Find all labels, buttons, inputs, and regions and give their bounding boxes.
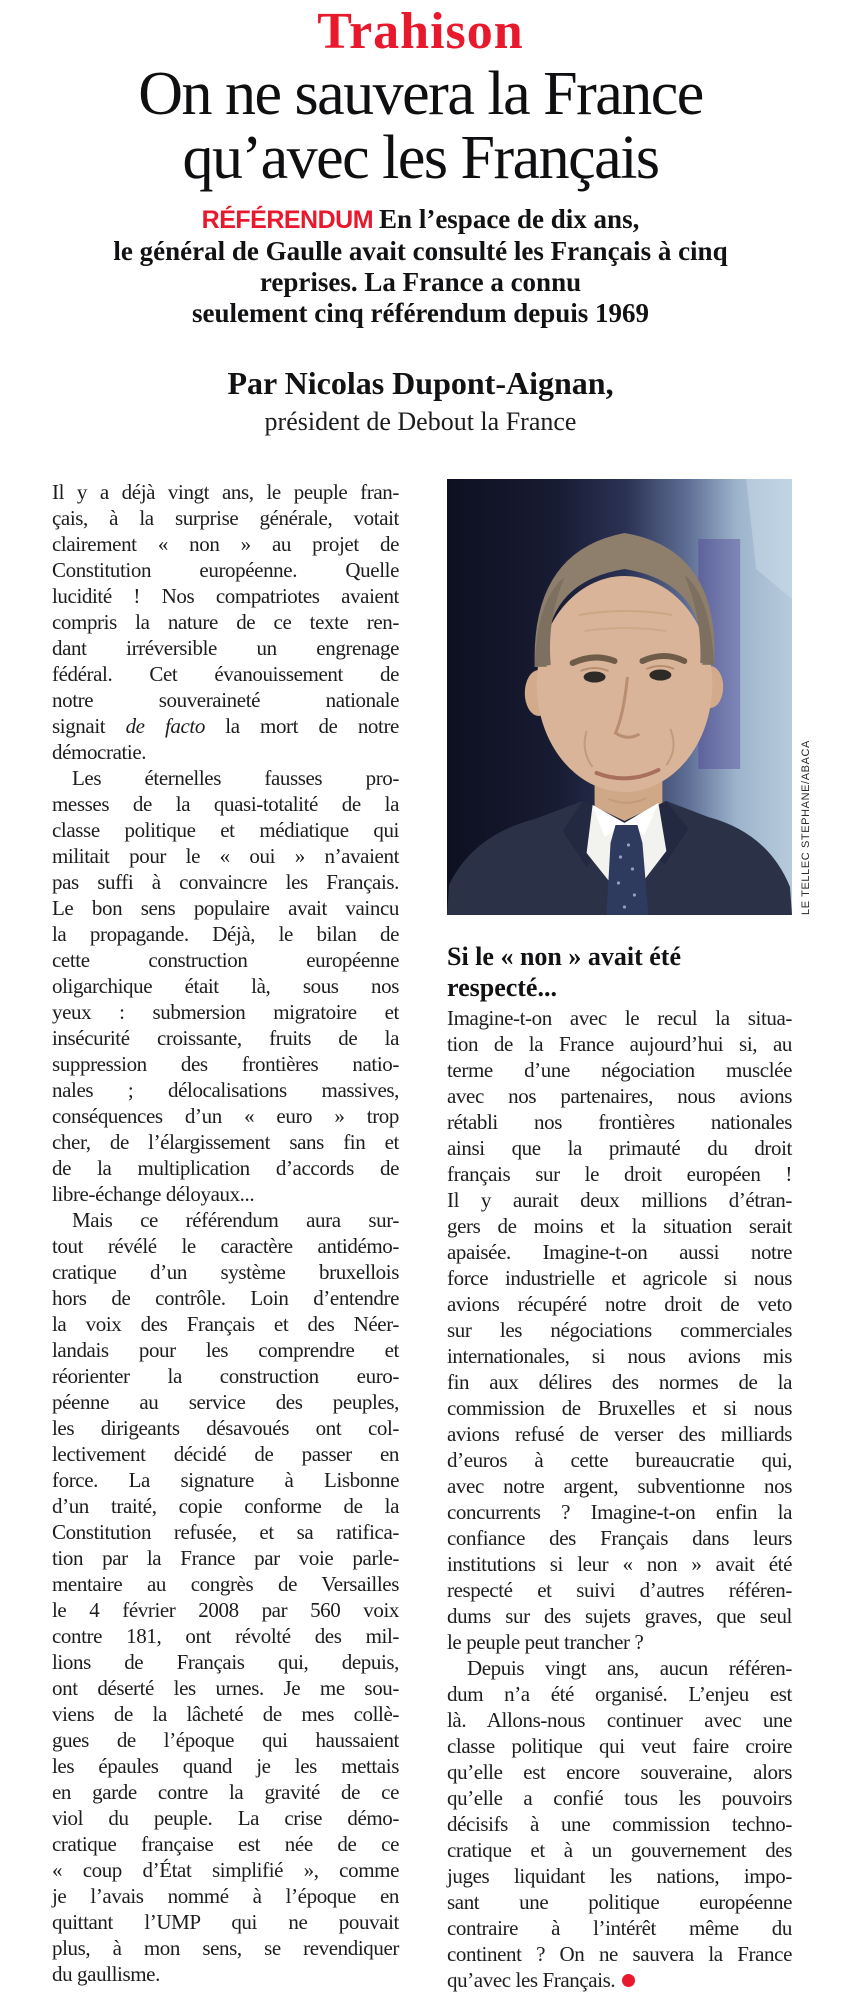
body-text-line: d’un traité, copie conforme de la	[52, 1494, 399, 1518]
article-body	[0, 479, 841, 1993]
section-subhead	[447, 941, 792, 1003]
body-text-line: dant irréversible un engrenage	[52, 636, 399, 660]
text-line: le général de Gaulle avait consulté les Français à cinq	[113, 236, 728, 266]
body-text-line: contre 181, ont révolté des mil-	[52, 1624, 399, 1648]
standfirst	[0, 204, 841, 329]
paragraph	[52, 479, 399, 765]
left-column	[52, 479, 399, 1993]
body-text-line: avions récupéré notre droit de veto	[447, 1292, 792, 1316]
body-text-line: d’euros à cette bureaucratie qui,	[447, 1448, 792, 1472]
body-text-line: classe politique qui veut faire croire	[447, 1734, 792, 1758]
body-text-line: nales ; délocalisations massives,	[52, 1078, 399, 1102]
text-line: Si le « non » avait été	[447, 942, 681, 971]
body-text-line: yeux : submersion migratoire et	[52, 1000, 399, 1024]
body-text-line: juges liquidant les nations, impo-	[447, 1864, 792, 1888]
body-text-line: cratique française est née de ce	[52, 1832, 399, 1856]
text-line: respecté...	[447, 973, 557, 1002]
body-text-line: viens de la lâcheté de mes collè-	[52, 1702, 399, 1726]
body-text-line: Imagine-t-on avec le recul la situa-	[447, 1006, 792, 1030]
article-headline	[0, 62, 841, 190]
body-text-line: du gaullisme.	[52, 1962, 160, 1986]
body-text-line: qu’elle a confié tous les pouvoirs	[447, 1786, 792, 1810]
standfirst-label: RÉFÉRENDUM	[201, 206, 374, 234]
body-text-line: çais, à la surprise générale, votait	[52, 506, 399, 530]
body-text-line: militait pour le « oui » n’avaient	[52, 844, 399, 868]
body-text-line: terme d’une négociation musclée	[447, 1058, 792, 1082]
body-text-line: les épaules quand je les mettais	[52, 1754, 399, 1778]
body-text-line: gues de l’époque qui haussaient	[52, 1728, 399, 1752]
body-text-line: Constitution européenne. Quelle	[52, 558, 399, 582]
body-text-line: lions de Français qui, depuis,	[52, 1650, 399, 1674]
standfirst-text: En l’espace de dix ans,	[379, 204, 640, 234]
body-text-line: cher, de l’élargissement sans fin et	[52, 1130, 399, 1154]
body-text-line: en garde contre la gravité de ce	[52, 1780, 399, 1804]
body-text-line: avec nos partenaires, nous avions	[447, 1084, 792, 1108]
body-text-line: hors de contrôle. Loin d’entendre	[52, 1286, 399, 1310]
portrait-photo	[447, 479, 812, 915]
paragraph	[447, 1005, 792, 1655]
byline-role: président de Debout la France	[264, 407, 577, 436]
body-text-line: tion de la France aujourd’hui si, au	[447, 1032, 792, 1056]
portrait-illustration	[447, 479, 792, 915]
body-text-line: plus, à mon sens, se revendiquer	[52, 1936, 399, 1960]
standfirst-line-1	[0, 204, 841, 236]
body-text-line: force industrielle et agricole si nous	[447, 1266, 792, 1290]
body-text-line: conséquences d’un « euro » trop	[52, 1104, 399, 1128]
body-text-line: apaisée. Imagine-t-on aussi notre	[447, 1240, 792, 1264]
body-text-line: Les éternelles fausses pro-	[72, 766, 399, 790]
body-text-line: landais pour les comprendre et	[52, 1338, 399, 1362]
body-text-line: péenne au service des peuples,	[52, 1390, 399, 1414]
body-text-line: contraire à l’intérêt même du	[447, 1916, 792, 1940]
body-text-line: compris la nature de ce texte ren-	[52, 610, 399, 634]
body-text-line: qu’elle est encore souveraine, alors	[447, 1760, 792, 1784]
body-text-line: pas suffi à convaincre les Français.	[52, 870, 399, 894]
body-text-line: Depuis vingt ans, aucun référen-	[467, 1656, 792, 1680]
body-text-line: le peuple peut trancher ?	[447, 1630, 644, 1654]
body-text-line: viol du peuple. La crise démo-	[52, 1806, 399, 1830]
body-text-line: Il y a déjà vingt ans, le peuple fran-	[52, 480, 399, 504]
body-text-line: la propagande. Déjà, le bilan de	[52, 922, 399, 946]
body-text-line: rétabli nos frontières nationales	[447, 1110, 792, 1134]
paragraph	[52, 1207, 399, 1987]
byline: Par Nicolas Dupont-Aignan,	[227, 365, 614, 401]
body-text-line: je l’avais nommé à l’époque en	[52, 1884, 399, 1908]
body-text-line: dums sur des sujets graves, que seul	[447, 1604, 792, 1628]
body-text-line: tout révélé le caractère antidémo-	[52, 1234, 399, 1258]
body-text-line: ont déserté les urnes. Je me sou-	[52, 1676, 399, 1700]
body-text-line: qu’avec les Français.	[447, 1967, 792, 1993]
body-text-line: notre souveraineté nationale	[52, 688, 399, 712]
body-text-line: clairement « non » au projet de	[52, 532, 399, 556]
body-text-line: insécurité croissante, fruits de la	[52, 1026, 399, 1050]
body-text-line: suppression des frontières natio-	[52, 1052, 399, 1076]
body-text-line: sant une politique européenne	[447, 1890, 792, 1914]
headline-line-1: On ne sauvera la France	[138, 60, 703, 128]
body-text-line: concurrents ? Imagine-t-on enfin la	[447, 1500, 792, 1524]
body-text-line: le 4 février 2008 par 560 voix	[52, 1598, 399, 1622]
article-kicker-title: Trahison	[317, 3, 524, 60]
body-text-line: quittant l’UMP qui ne pouvait	[52, 1910, 399, 1934]
body-text-line: gers de moins et la situation serait	[447, 1214, 792, 1238]
body-text-line: lectivement décidé de passer en	[52, 1442, 399, 1466]
body-text-line: de la multiplication d’accords de	[52, 1156, 399, 1180]
body-text-line: lucidité ! Nos compatriotes avaient	[52, 584, 399, 608]
body-text-line: Constitution refusée, et sa ratifica-	[52, 1520, 399, 1544]
body-text-line: libre-échange déloyaux...	[52, 1182, 255, 1206]
body-text-line: français sur le droit européen !	[447, 1162, 792, 1186]
body-text-line: les dirigeants désavoués ont col-	[52, 1416, 399, 1440]
article-end-mark	[622, 1974, 635, 1987]
body-text-line: continent ? On ne sauvera la France	[447, 1942, 792, 1966]
body-text-line: Le bon sens populaire avait vaincu	[52, 896, 399, 920]
body-text-line: sur les négociations commerciales	[447, 1318, 792, 1342]
body-text-line: démocratie.	[52, 740, 147, 764]
body-text-line: décisifs à une commission techno-	[447, 1812, 792, 1836]
body-text-line: la voix des Français et des Néer-	[52, 1312, 399, 1336]
body-text-line: cette construction européenne	[52, 948, 399, 972]
body-text-line: messes de la quasi-totalité de la	[52, 792, 399, 816]
right-column	[447, 479, 812, 1993]
paragraph	[447, 1655, 792, 1993]
headline-line-2: qu’avec les Français	[182, 124, 659, 192]
body-text-line: cratique et à un gouvernement des	[447, 1838, 792, 1862]
body-text-line: avec notre argent, subventionne nos	[447, 1474, 792, 1498]
text-line: seulement cinq référendum depuis 1969	[192, 298, 649, 328]
body-text-line: institutions si leur « non » avait été	[447, 1552, 792, 1576]
right-column-text	[447, 1005, 792, 1993]
body-text-line: confiance des Français dans leurs	[447, 1526, 792, 1550]
text-line: reprises. La France a connu	[259, 267, 582, 297]
body-text-line: internationales, si nous avions mis	[447, 1344, 792, 1368]
body-text-line: Il y aurait deux millions d’étran-	[447, 1188, 792, 1212]
body-text-line: Mais ce référendum aura sur-	[72, 1208, 399, 1232]
body-text-line: fin aux délires des normes de la	[447, 1370, 792, 1394]
body-text-line: respecté et suivi d’autres référen-	[447, 1578, 792, 1602]
body-text-line: oligarchique était là, sous nos	[52, 974, 399, 998]
body-text-line: commission de Bruxelles et si nous	[447, 1396, 792, 1420]
standfirst-rest	[0, 236, 841, 329]
body-text-line: signait de facto la mort de notre	[52, 714, 399, 738]
body-text-line: avions refusé de verser des milliards	[447, 1422, 792, 1446]
body-text-line: là. Allons-nous continuer avec une	[447, 1708, 792, 1732]
body-text-line: force. La signature à Lisbonne	[52, 1468, 399, 1492]
body-text-line: « coup d’État simplifié », comme	[52, 1858, 399, 1882]
photo-credit: LE TELLEC STEPHANE/ABACA	[800, 740, 812, 915]
body-text-line: tion par la France par voie parle-	[52, 1546, 399, 1570]
paragraph	[52, 765, 399, 1207]
body-text-line: classe politique et médiatique qui	[52, 818, 399, 842]
body-text-line: mentaire au congrès de Versailles	[52, 1572, 399, 1596]
body-text-line: ainsi que la primauté du droit	[447, 1136, 792, 1160]
body-text-line: fédéral. Cet évanouissement de	[52, 662, 399, 686]
body-text-line: dum n’a été organisé. L’enjeu est	[447, 1682, 792, 1706]
body-text-line: cratique d’un système bruxellois	[52, 1260, 399, 1284]
body-text-line: réorienter la construction euro-	[52, 1364, 399, 1388]
